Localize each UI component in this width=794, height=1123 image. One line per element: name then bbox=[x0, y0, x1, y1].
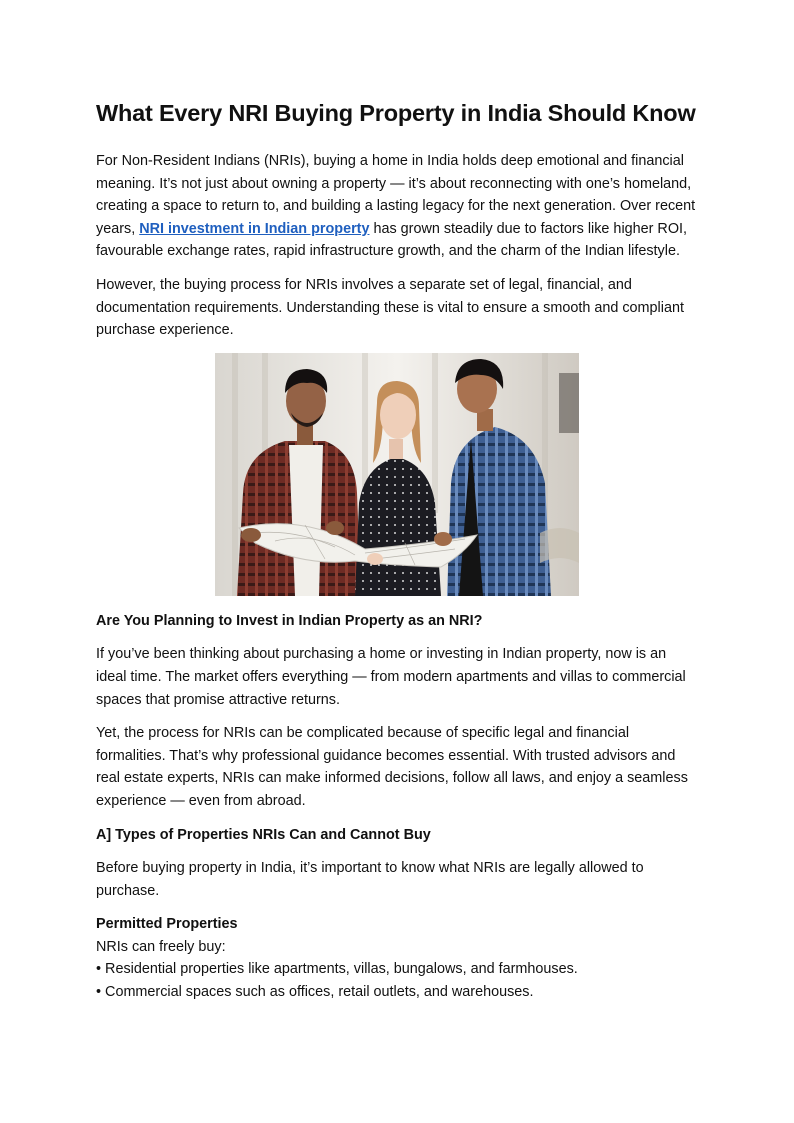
permitted-list bbox=[96, 958, 700, 1003]
intro-text-before-link: For Non-Resident Indians (NRIs), buying a home in India holds deep emotional and financial meaning. It’s not just about owning a property — it’s about reconnecting with one’s homeland, creating a space to return to, and building a lasting legacy for the next generation. Over recent years, bbox=[96, 153, 696, 237]
permitted-block bbox=[96, 913, 700, 958]
page-title: What Every NRI Buying Property in India Should Know bbox=[96, 100, 696, 126]
section1-paragraph-1: If you’ve been thinking about purchasing a home or investing in Indian property, now is an ideal time. The market offers everything — from modern apartments and villas to commercial spaces that promise attractive returns. bbox=[96, 646, 686, 708]
permitted-properties-heading: Permitted Properties bbox=[96, 916, 238, 933]
permitted-intro: NRIs can freely buy: bbox=[96, 938, 226, 955]
section1-paragraph-2: Yet, the process for NRIs can be complicated because of specific legal and financial formalities. That’s why professional guidance becomes essential. With trusted advisors and real estate experts, NRIs can make informed decisions, follow all laws, and enjoy a seamless experience — even from abroad. bbox=[96, 725, 688, 809]
section2-paragraph-1: Before buying property in India, it’s important to know what NRIs are legally allowed to purchase. bbox=[96, 860, 644, 899]
list-item: • Commercial spaces such as offices, retail outlets, and warehouses. bbox=[96, 981, 700, 1004]
intro-paragraph-1 bbox=[96, 150, 700, 263]
list-item: • Residential properties like apartments, villas, bungalows, and farmhouses. bbox=[96, 958, 700, 981]
section-heading-property-types: A] Types of Properties NRIs Can and Cannot Buy bbox=[96, 826, 431, 843]
intro-text-after-link: has grown steadily due to factors like higher ROI, favourable exchange rates, rapid infrastructure growth, and the charm of the Indian lifestyle. bbox=[96, 220, 688, 260]
intro-paragraph-2: However, the buying process for NRIs involves a separate set of legal, financial, and documentation requirements. Understanding these is vital to ensure a smooth and compliant purchase experience. bbox=[96, 276, 684, 339]
three-people-reading-map-photo bbox=[215, 353, 579, 596]
section-heading-planning: Are You Planning to Invest in Indian Property as an NRI? bbox=[96, 612, 483, 629]
article bbox=[96, 96, 700, 1004]
nri-investment-link[interactable]: NRI investment in Indian property bbox=[139, 220, 370, 237]
article-photo bbox=[215, 353, 579, 596]
